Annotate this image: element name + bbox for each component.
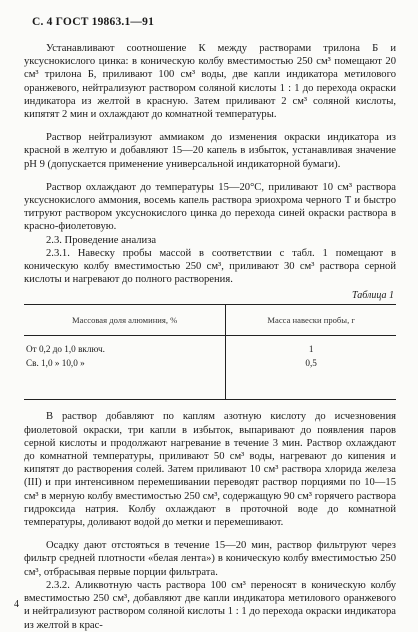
table-row: [24, 343, 396, 357]
paragraph-gap: [24, 171, 396, 181]
table-caption: Таблица 1: [352, 290, 394, 302]
paragraph-gap: [24, 400, 396, 410]
table-header-aluminium: Массовая доля алюминия, %: [24, 305, 226, 336]
paragraph: Раствор охлаждают до температуры 15—20°С, приливают 10 см³ раствора уксуснокислого аммония, восемь капель раствора эриохрома черного Т и быстро титруют раствором уксуснокислого цинка до перехода синей окраски раствора в красно-фиолетовую.: [24, 181, 396, 233]
paragraph: 2.3.1. Навеску пробы массой в соответствии с табл. 1 помещают в коническую колбу вместимостью 250 см³, приливают 30 см³ раствора серной кислоты и нагревают до полного растворения.: [24, 247, 396, 286]
paragraph-gap: [24, 121, 396, 131]
table-cell-range: Св. 1,0 » 10,0 »: [24, 357, 226, 371]
paragraph: Устанавливают соотношение К между растворами трилона Б и уксуснокислого цинка: в коническую колбу вместимостью 250 см³ помещают 20 см³ трилона Б, приливают 100 см³ воды, две капли индикатора метилового оранжевого, нейтрализуют раствором соляной кислоты 1 : 1 до перехода окраски индикатора из желтой в красную. Затем приливают 2 см³ соляной кислоты, кипятят 2 мин и охлаждают до комнатной температуры.: [24, 43, 396, 121]
table-row: [24, 357, 396, 371]
paragraph: 2.3.2. Аликвотную часть раствора 100 см³ переносят в коническую колбу вместимостью 250 см³, добавляют две капли индикатора метилового оранжевого и нейтрализуют раствором соляной кислоты 1 : 1 до перехода окраски индикатора из желтой в крас-: [24, 579, 396, 631]
paragraph-gap: [24, 529, 396, 539]
paragraph: Осадку дают отстояться в течение 15—20 мин, раствор фильтруют через фильтр средней плотности «белая лента») в коническую колбу вместимостью 250 см³, отбрасывая первые порции фильтрата.: [24, 540, 396, 578]
paragraph: В раствор добавляют по каплям азотную кислоту до исчезновения фиолетовой окраски, три капли в избыток, выпаривают до появления паров серной кислоты и продолжают нагревание в течение 3 мин. Раствор охлаждают до комнатной температуры, приливают 50 см³ воды, нагревают до кипения и кипятят до растворения солей. Затем приливают 10 см³ раствора хлорида железа (III) и при интенсивном перемешивании переводят раствор порциями по 10—15 см³ в мерную колбу вместимостью 250 см³, содержащую 90 см³ горячего раствора гидроксида натрия. Колбу охлаждают в проточной воде до комнатной температуры, доливают водой до метки и перемешивают.: [24, 411, 396, 529]
section-heading: 2.3. Проведение анализа: [46, 234, 157, 246]
table-cell-mass: 0,5: [305, 358, 317, 369]
data-table: [24, 304, 396, 400]
paragraph: Раствор нейтрализуют аммиаком до изменения окраски индикатора из красной в желтую и добавляют 15—20 капель в избыток, устанавливая значение pH 9 (допускается применение универсальной индикаторной бумаги).: [24, 132, 396, 170]
table-spacer: [24, 336, 396, 344]
page-header: С. 4 ГОСТ 19863.1—91: [32, 16, 155, 28]
table-header-mass: Масса навески пробы, г: [226, 305, 396, 336]
table-cell-range: От 0,2 до 1,0 включ.: [24, 343, 226, 357]
table-spacer: [24, 371, 396, 400]
page-number: 4: [14, 599, 19, 610]
table-cell-mass: 1: [308, 344, 314, 355]
